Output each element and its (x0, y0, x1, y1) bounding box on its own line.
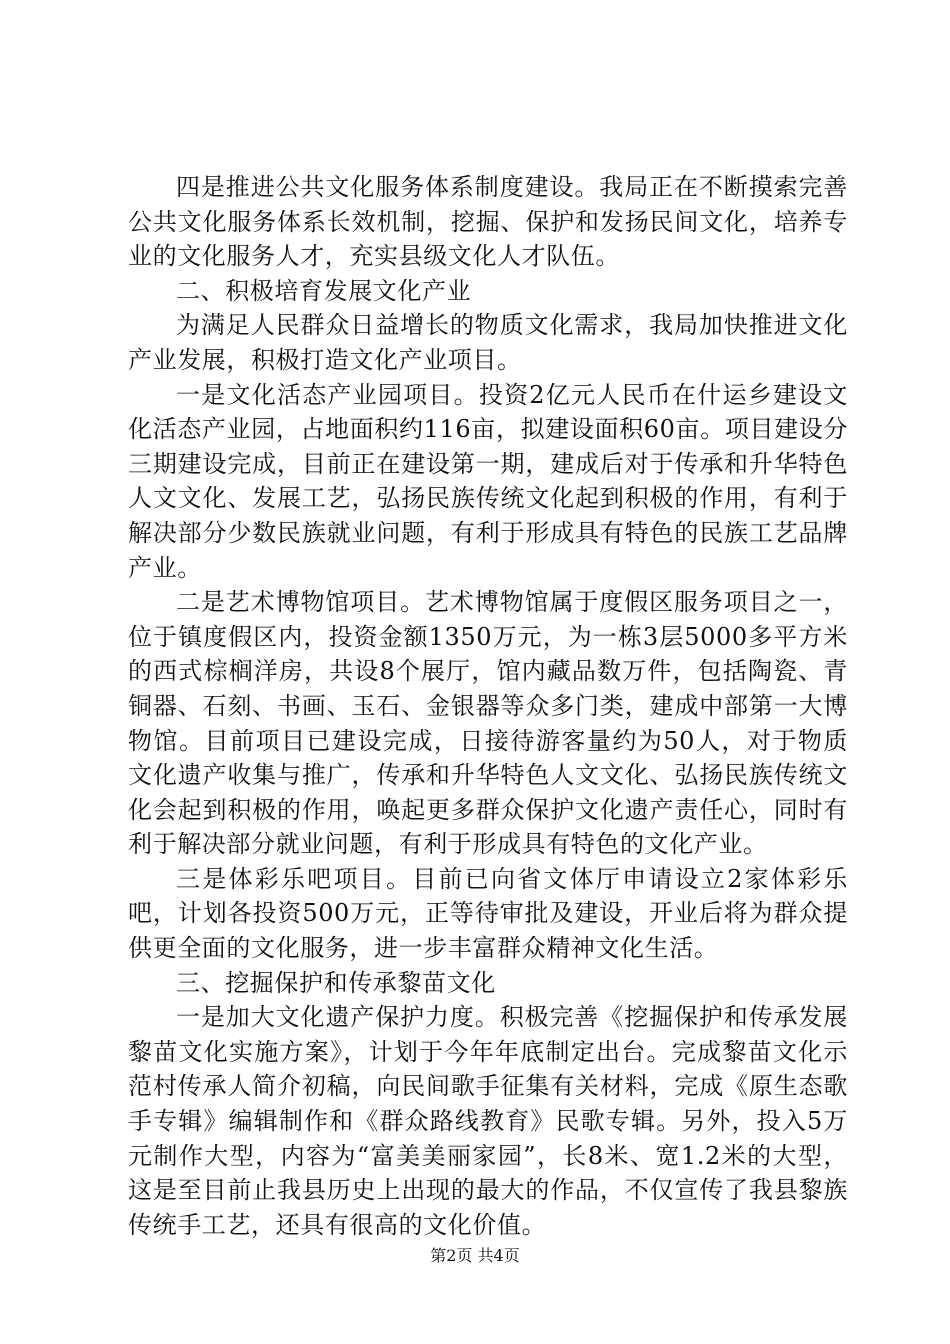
paragraph-public-culture-system: 四是推进公共文化服务体系制度建设。我局正在不断摸索完善公共文化服务体系长效机制，挖掘、保护和发扬民间文化，培养专业的文化服务人才，充实县级文化人才队伍。 (128, 173, 848, 271)
page-number-footer: 第2页 共4页 (430, 1246, 520, 1265)
section-heading-culture-industry: 二、积极培育发展文化产业 (176, 276, 472, 305)
paragraph-industrial-park-project: 一是文化活态产业园项目。投资2亿元人民币在什运乡建设文化活态产业园，占地面积约116亩，拟建设面积60亩。项目建设分三期建设完成，目前正在建设第一期，建成后对于传承和升华特色人文文化、发展工艺，弘扬民族传统文化起到积极的作用，有利于解决部分少数民族就业问题，有利于形成具有特色的民族工艺品牌产业。 (128, 380, 848, 582)
document-body (128, 170, 848, 1242)
section-heading-li-miao-culture: 三、挖掘保护和传承黎苗文化 (176, 968, 496, 997)
paragraph-lottery-bar-project: 三是体彩乐吧项目。目前已向省文体厅申请设立2家体彩乐吧，计划各投资500万元，正等待审批及建设，开业后将为群众提供更全面的文化服务，进一步丰富群众精神文化生活。 (128, 864, 848, 963)
paragraph-industry-intro: 为满足人民群众日益增长的物质文化需求，我局加快推进文化产业发展，积极打造文化产业项目。 (128, 311, 848, 374)
paragraph-art-museum-project: 二是艺术博物馆项目。艺术博物馆属于度假区服务项目之一，位于镇度假区内，投资金额1350万元，为一栋3层5000多平方米的西式棕榈洋房，共设8个展厅，馆内藏品数万件，包括陶瓷、青铜器、石刻、书画、玉石、金银器等众多门类，建成中部第一大博物馆。目前项目已建设完成，日接待游客量约为50人，对于物质文化遗产收集与推广，传承和升华特色人文文化、弘扬民族传统文化会起到积极的作用，唤起更多群众保护文化遗产责任心，同时有利于解决部分就业问题，有利于形成具有特色的文化产业。 (128, 588, 848, 859)
paragraph-heritage-protection: 一是加大文化遗产保护力度。积极完善《挖掘保护和传承发展黎苗文化实施方案》，计划于今年年底制定出台。完成黎苗文化示范村传承人简介初稿，向民间歌手征集有关材料，完成《原生态歌手专辑》编辑制作和《群众路线教育》民歌专辑。另外，投入5万元制作大型，内容为“富美美丽家园”，长8米、宽1.2米的大型，这是至目前止我县历史上出现的最大的作品，不仅宣传了我县黎族传统手工艺，还具有很高的文化价值。 (128, 1003, 848, 1239)
